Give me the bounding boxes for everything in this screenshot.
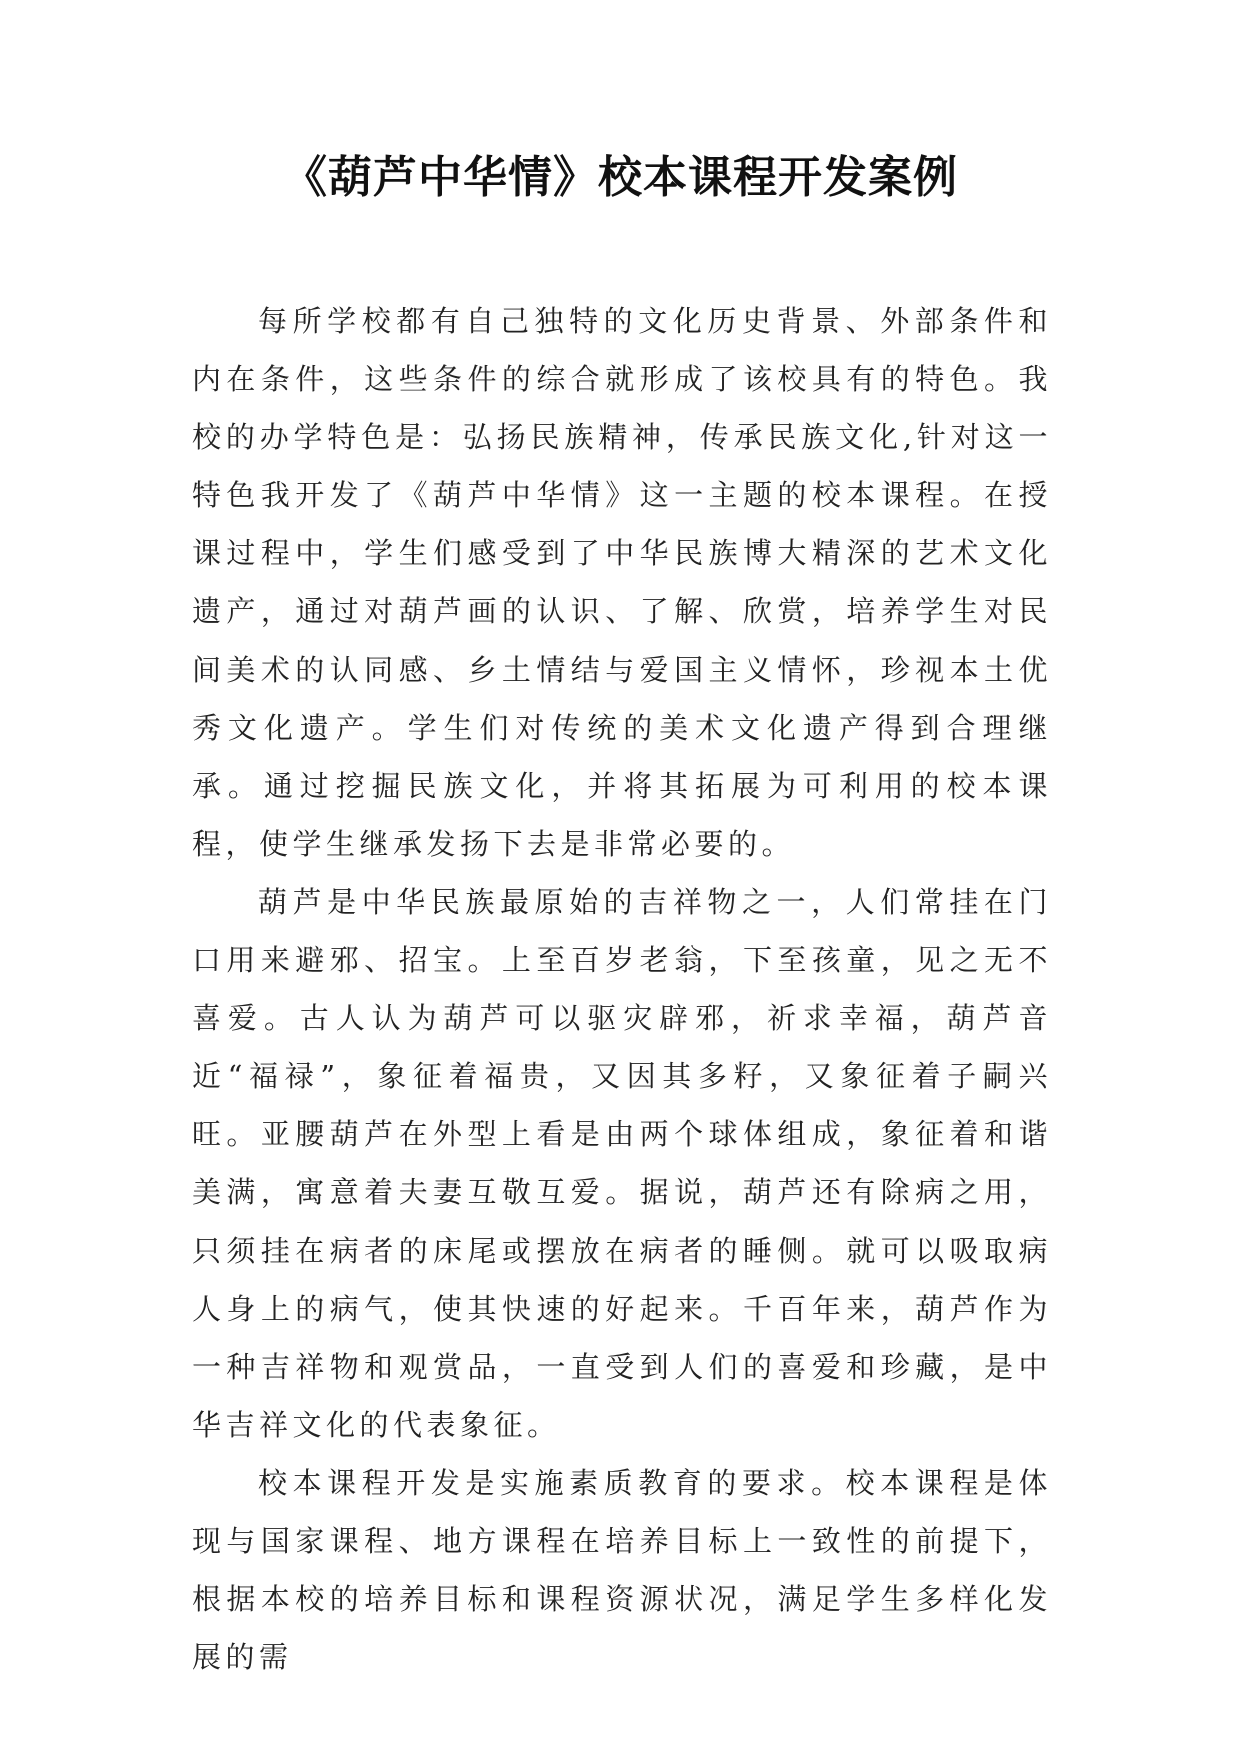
paragraph-school-characteristics: 每所学校都有自己独特的文化历史背景、外部条件和内在条件，这些条件的综合就形成了该校具有的特色。我校的办学特色是：弘扬民族精神，传承民族文化,针对这一特色我开发了《葫芦中华情》这一主题的校本课程。在授课过程中，学生们感受到了中华民族博大精深的艺术文化遗产，通过对葫芦画的认识、了解、欣赏，培养学生对民间美术的认同感、乡土情结与爱国主义情怀，珍视本土优秀文化遗产。学生们对传统的美术文化遗产得到合理继承。通过挖掘民族文化，并将其拓展为可利用的校本课程，使学生继承发扬下去是非常必要的。 xyxy=(192,304,1052,861)
paragraph-gourd-symbolism: 葫芦是中华民族最原始的吉祥物之一，人们常挂在门口用来避邪、招宝。上至百岁老翁，下至孩童，见之无不喜爱。古人认为葫芦可以驱灾辟邪，祈求幸福，葫芦音近“福禄”，象征着福贵，又因其多籽，又象征着子嗣兴旺。亚腰葫芦在外型上看是由两个球体组成，象征着和谐美满，寓意着夫妻互敬互爱。据说，葫芦还有除病之用，只须挂在病者的床尾或摆放在病者的睡侧。就可以吸取病人身上的病气，使其快速的好起来。千百年来，葫芦作为一种吉祥物和观赏品，一直受到人们的喜爱和珍藏，是中华吉祥文化的代表象征。 xyxy=(192,884,1052,1442)
document-title: 《葫芦中华情》校本课程开发案例 xyxy=(283,152,958,203)
paragraph-curriculum-development: 校本课程开发是实施素质教育的要求。校本课程是体现与国家课程、地方课程在培养目标上一致性的前提下，根据本校的培养目标和课程资源状况，满足学生多样化发展的需 xyxy=(192,1465,1052,1675)
document-body xyxy=(192,292,1052,1686)
